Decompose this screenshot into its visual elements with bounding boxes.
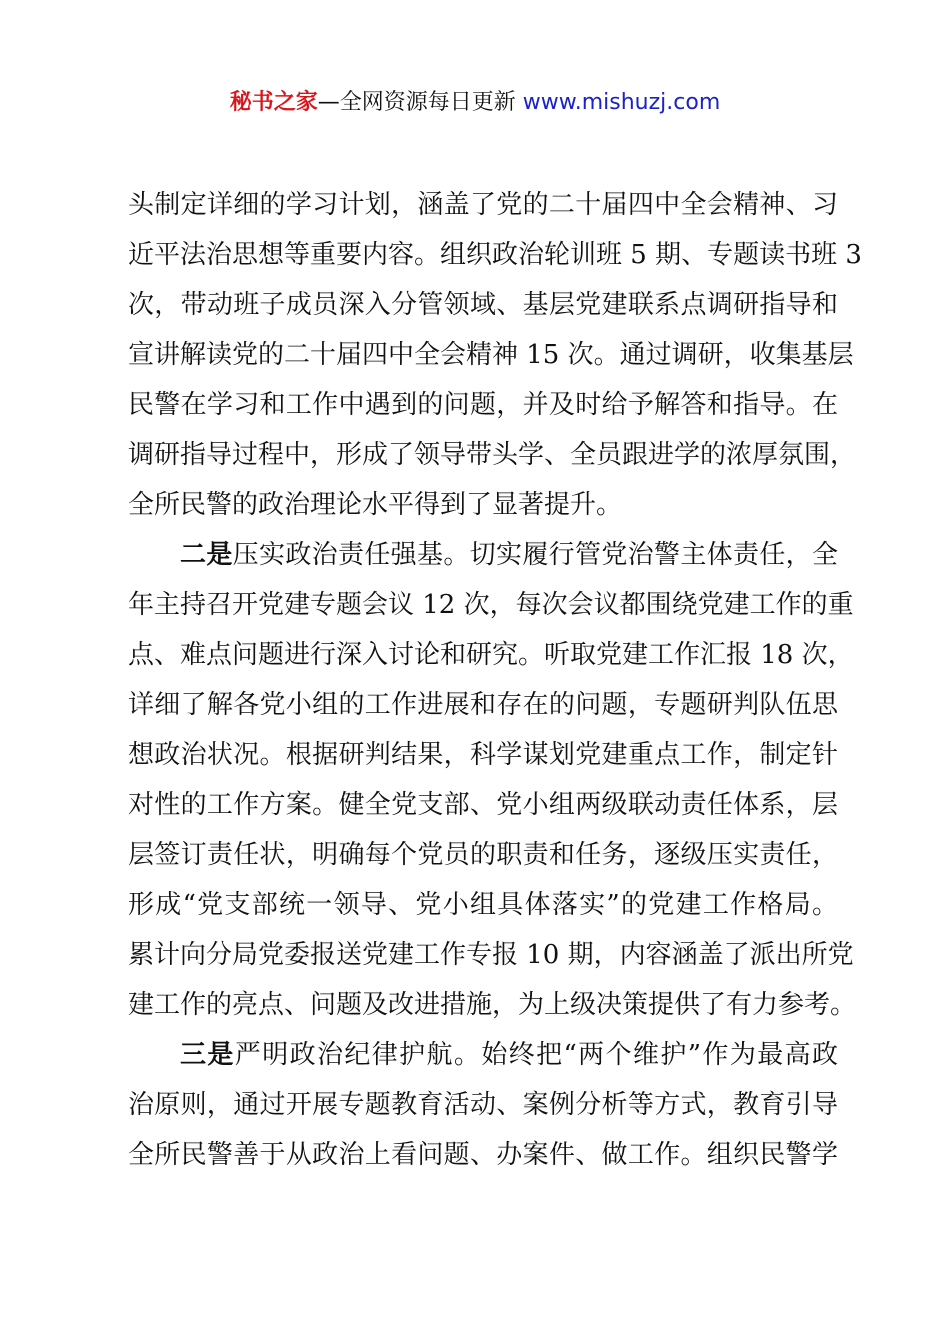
paragraph-first-line xyxy=(128,530,838,580)
text-line: 民警在学习和工作中遇到的问题，并及时给予解答和指导。在 xyxy=(128,390,838,420)
site-brand: 秘书之家 xyxy=(229,90,318,115)
page-header xyxy=(0,86,950,120)
text-line: 次，带动班子成员深入分管领域、基层党建联系点调研指导和 xyxy=(128,290,838,320)
site-url[interactable]: www.mishuzj.com xyxy=(522,90,721,115)
text-line: 层签订责任状，明确每个党员的职责和任务，逐级压实责任， xyxy=(128,840,838,870)
text-line: 头制定详细的学习计划，涵盖了党的二十届四中全会精神、习 xyxy=(128,190,838,220)
text-line: 详细了解各党小组的工作进展和存在的问题，专题研判队伍思 xyxy=(128,690,838,720)
text-line: 形成“党支部统一领导、党小组具体落实”的党建工作格局。 xyxy=(128,890,838,920)
paragraph-lead: 三是 xyxy=(180,1040,235,1070)
document-body xyxy=(128,180,862,1180)
paragraph-first-text: 严明政治纪律护航。始终把“两个维护”作为最高政 xyxy=(234,1040,838,1070)
text-line: 全所民警善于从政治上看问题、办案件、做工作。组织民警学 xyxy=(128,1140,838,1170)
text-line: 宣讲解读党的二十届四中全会精神 15 次。通过调研，收集基层 xyxy=(128,340,854,370)
text-line: 治原则，通过开展专题教育活动、案例分析等方式，教育引导 xyxy=(128,1090,838,1120)
text-line: 近平法治思想等重要内容。组织政治轮训班 5 期、专题读书班 3 xyxy=(128,240,862,270)
text-line: 累计向分局党委报送党建工作专报 10 期，内容涵盖了派出所党 xyxy=(128,940,854,970)
text-line: 建工作的亮点、问题及改进措施，为上级决策提供了有力参考。 xyxy=(128,990,857,1020)
text-line: 点、难点问题进行深入讨论和研究。听取党建工作汇报 18 次， xyxy=(128,640,854,670)
text-line: 想政治状况。根据研判结果，科学谋划党建重点工作，制定针 xyxy=(128,740,838,770)
paragraph-first-text: 压实政治责任强基。切实履行管党治警主体责任，全 xyxy=(232,540,838,570)
paragraph-first-line xyxy=(128,1030,838,1080)
site-tagline: —全网资源每日更新 xyxy=(317,90,523,115)
text-line: 调研指导过程中，形成了领导带头学、全员跟进学的浓厚氛围， xyxy=(128,440,857,470)
paragraph-lead: 二是 xyxy=(180,540,233,570)
text-line: 年主持召开党建专题会议 12 次，每次会议都围绕党建工作的重 xyxy=(128,590,854,620)
text-line: 全所民警的政治理论水平得到了显著提升。 xyxy=(128,490,623,520)
text-line: 对性的工作方案。健全党支部、党小组两级联动责任体系，层 xyxy=(128,790,838,820)
